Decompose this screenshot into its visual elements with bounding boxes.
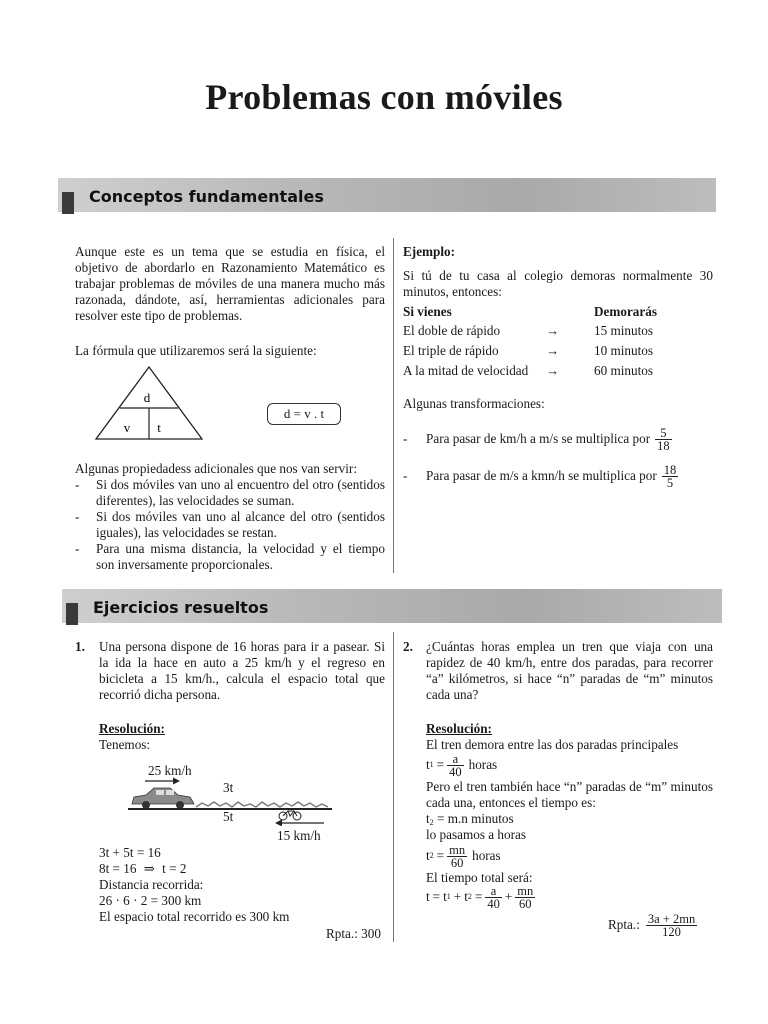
fraction-num: 3a + 2mn bbox=[647, 911, 696, 926]
train-line-1: El tren demora entre las dos paradas principales bbox=[426, 737, 679, 752]
section-title-conceptos: Conceptos fundamentales bbox=[89, 187, 324, 206]
properties-intro: Algunas propiedadess adicionales que nos van servir: bbox=[75, 461, 357, 476]
distance-calc: 26 · 6 · 2 = 300 km bbox=[99, 893, 202, 908]
intro-paragraph: Aunque este es un tema que se estudia en física, el objetivo de abordarlo en Razonamiento Matemático es trabajar problemas de móviles de una manera mucho más razonada, dándote, así, herramientas adicionales para resolver este tipo de problemas. bbox=[75, 244, 385, 323]
fraction-den: 60 bbox=[519, 896, 532, 911]
fraction-num: 5 bbox=[655, 427, 672, 440]
property-dash: - bbox=[75, 541, 80, 556]
fraction bbox=[485, 885, 502, 910]
subscript: 2 bbox=[429, 851, 434, 860]
formula-intro: La fórmula que utilizaremos será la siguiente: bbox=[75, 343, 317, 358]
triangle-v: v bbox=[123, 420, 131, 435]
train-line-3: lo pasamos a horas bbox=[426, 827, 526, 842]
car-speed-label: 25 km/h bbox=[148, 763, 192, 778]
formula-triangle bbox=[94, 366, 204, 442]
subscript: 2 bbox=[467, 892, 472, 901]
example-col1-header: Si vienes bbox=[403, 304, 452, 319]
transform-heading: Algunas transformaciones: bbox=[403, 396, 545, 411]
var-t: t bbox=[464, 889, 468, 904]
fraction-num: mn bbox=[517, 883, 534, 898]
answer-2 bbox=[608, 910, 697, 940]
distance-label: Distancia recorrida: bbox=[99, 877, 204, 892]
var-t: t bbox=[443, 889, 447, 904]
t2-hours-equation bbox=[426, 843, 501, 869]
transform-text: Para pasar de m/s a kmn/h se multiplica por bbox=[426, 468, 657, 483]
t1-equation bbox=[426, 752, 497, 778]
example-row-left: El triple de rápido bbox=[403, 343, 499, 358]
example-row-left: El doble de rápido bbox=[403, 323, 501, 338]
property-dash: - bbox=[75, 509, 80, 524]
total-label: El tiempo total será: bbox=[426, 870, 533, 885]
equation-part: t = 2 bbox=[162, 861, 187, 876]
example-text: Si tú de tu casa al colegio demoras normalmente 30 minutos, entonces: bbox=[403, 268, 713, 299]
transform-2 bbox=[403, 461, 713, 491]
plus: + bbox=[453, 889, 462, 904]
plus: + bbox=[504, 889, 513, 904]
property-text: Si dos móviles van uno al alcance del otro (sentidos iguales), las velocidades se restan. bbox=[96, 509, 385, 540]
time-down-label: 5t bbox=[223, 809, 234, 824]
triangle-t: t bbox=[157, 420, 161, 435]
column-divider bbox=[393, 632, 394, 942]
property-text: Para una misma distancia, la velocidad y el tiempo son inversamente proporcionales. bbox=[96, 541, 385, 572]
fraction bbox=[447, 753, 464, 778]
equation-1: 3t + 5t = 16 bbox=[99, 845, 161, 860]
transform-1 bbox=[403, 424, 713, 454]
right-arrow-icon bbox=[145, 778, 180, 785]
var-t: t bbox=[426, 848, 430, 863]
fraction-den: 5 bbox=[666, 475, 674, 490]
fraction-num: a bbox=[447, 753, 464, 766]
transform-text: Para pasar de km/h a m/s se multiplica por bbox=[426, 431, 651, 446]
property-dash: - bbox=[75, 477, 80, 492]
resolution-label: Resolución: bbox=[426, 721, 492, 736]
time-up-label: 3t bbox=[223, 780, 234, 795]
fraction-den: 40 bbox=[449, 764, 462, 779]
var-t: t bbox=[426, 889, 430, 904]
arrow-icon: → bbox=[546, 363, 560, 378]
example-row-right: 60 minutos bbox=[594, 363, 653, 378]
equals: = bbox=[436, 848, 445, 863]
car-icon bbox=[132, 788, 194, 809]
total-equation bbox=[426, 884, 535, 910]
column-divider bbox=[393, 238, 394, 573]
example-row-right: 15 minutos bbox=[594, 323, 653, 338]
fraction bbox=[515, 885, 535, 910]
page-title: Problemas con móviles bbox=[205, 77, 563, 117]
equals: = bbox=[432, 889, 441, 904]
subscript: 1 bbox=[429, 760, 434, 769]
unit-horas: horas bbox=[468, 757, 498, 772]
property-item bbox=[75, 477, 385, 509]
section-title-ejercicios: Ejercicios resueltos bbox=[93, 598, 269, 617]
exercise-1-statement: Una persona dispone de 16 horas para ir a pasear. Si la ida la hace en auto a 25 km/h y el regreso en bicicleta a 15 km/h., calcula el espacio total que recorrió dicha persona. bbox=[99, 639, 385, 702]
property-item bbox=[75, 541, 385, 573]
var-t: t bbox=[426, 757, 430, 772]
example-heading: Ejemplo: bbox=[403, 244, 456, 259]
bicycle-icon bbox=[279, 811, 301, 820]
arrow-icon: → bbox=[546, 323, 560, 338]
fraction bbox=[447, 844, 467, 869]
property-item bbox=[75, 509, 385, 541]
formula-box: d = v . t bbox=[267, 403, 341, 425]
transform-dash: - bbox=[403, 468, 408, 483]
fraction-num: 18 bbox=[663, 462, 677, 477]
left-arrow-icon bbox=[275, 820, 324, 827]
equation-part: 8t = 16 bbox=[99, 861, 137, 876]
grass-decoration bbox=[196, 802, 328, 807]
equation-part: = m.n minutos bbox=[436, 811, 514, 826]
unit-horas: horas bbox=[472, 848, 501, 863]
example-row-right: 10 minutos bbox=[594, 343, 653, 358]
fraction-den: 120 bbox=[662, 924, 681, 939]
fraction bbox=[646, 913, 697, 938]
fraction bbox=[662, 464, 679, 489]
equals: = bbox=[474, 889, 483, 904]
fraction bbox=[655, 427, 672, 452]
subscript: 1 bbox=[446, 892, 451, 901]
train-line-2: Pero el tren también hace “n” paradas de “m” minutos cada una, entonces el tiempo es: bbox=[426, 779, 713, 810]
tenemos-label: Tenemos: bbox=[99, 737, 151, 752]
section-marker bbox=[66, 603, 78, 625]
equation-2 bbox=[99, 861, 186, 877]
exercise-number: 1. bbox=[75, 639, 85, 654]
example-col2-header: Demorarás bbox=[594, 304, 657, 319]
fraction-num: mn bbox=[449, 842, 466, 857]
var-t: t bbox=[426, 811, 430, 826]
arrow-icon: → bbox=[546, 343, 560, 358]
exercise-number: 2. bbox=[403, 639, 413, 654]
section-marker bbox=[62, 192, 74, 214]
implies-icon: ⇒ bbox=[143, 861, 155, 876]
fraction-den: 40 bbox=[487, 896, 500, 911]
fraction-den: 18 bbox=[657, 438, 670, 453]
answer-1: Rpta.: 300 bbox=[326, 926, 381, 941]
conclusion: El espacio total recorrido es 300 km bbox=[99, 909, 290, 924]
fraction-den: 60 bbox=[450, 855, 464, 870]
bike-speed-label: 15 km/h bbox=[277, 828, 321, 843]
property-text: Si dos móviles van uno al encuentro del otro (sentidos diferentes), las velocidades se suman. bbox=[96, 477, 385, 508]
properties-list bbox=[75, 477, 385, 573]
equals: = bbox=[436, 757, 445, 772]
triangle-d: d bbox=[143, 390, 151, 405]
exercise-2-statement: ¿Cuántas horas emplea un tren que viaja con una rapidez de 40 km/h, entre dos paradas, para recorrer “a” kilómetros, si hace “n” paradas de “m” minutos cada una? bbox=[426, 639, 713, 702]
transform-dash: - bbox=[403, 431, 408, 446]
motion-diagram bbox=[126, 776, 336, 826]
fraction-num: a bbox=[485, 885, 502, 898]
example-row-left: A la mitad de velocidad bbox=[403, 363, 529, 378]
answer-label: Rpta.: bbox=[608, 917, 640, 932]
resolution-label: Resolución: bbox=[99, 721, 165, 736]
subscript: 2 bbox=[429, 818, 434, 827]
